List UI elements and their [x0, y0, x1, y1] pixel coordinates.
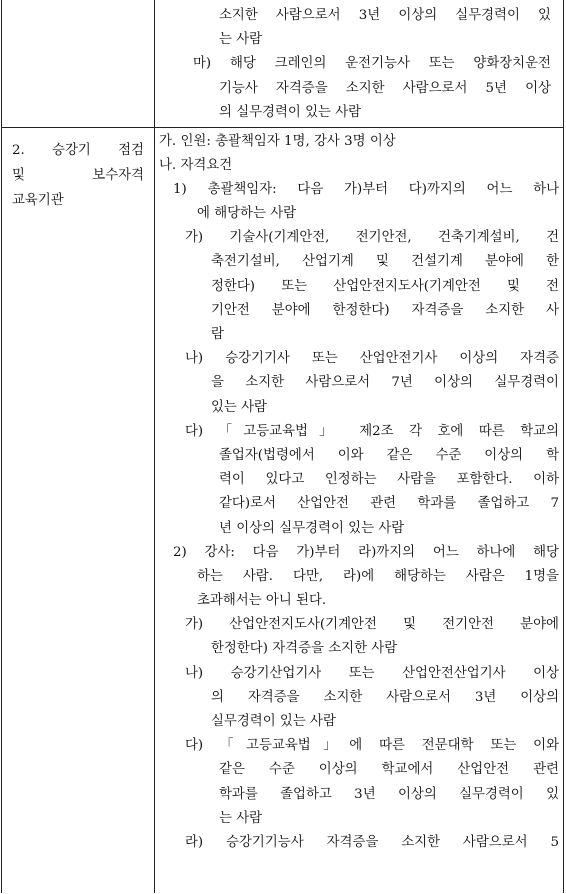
requirement-line: 의 자격증을 소지한 사람으로서 3년 이상의	[211, 689, 559, 705]
requirement-line: 는 사람	[219, 810, 263, 826]
requirement-line: 라) 승강기기능사 자격증을 소지한 사람으로서 5	[185, 834, 559, 850]
category-cell-empty	[2, 0, 155, 127]
requirement-line: 학과를 졸업하고 3년 이상의 실무경력이 있	[219, 786, 559, 802]
requirement-line: 졸업자(법령에서 이와 같은 수준 이상의 학	[219, 447, 559, 463]
requirements-cell	[155, 127, 564, 893]
requirement-line: 에 해당하는 사람	[197, 206, 297, 222]
requirement-line: 다) 「고등교육법」에 따른 전문대학 또는 이와	[185, 738, 559, 754]
requirement-lines	[155, 4, 563, 125]
requirement-line: 는 사람	[219, 32, 263, 48]
requirement-line: 1) 총괄책임자: 다음 가)부터 다)까지의 어느 하나	[173, 181, 559, 197]
requirement-line: 가. 인원: 총괄책임자 1명, 강사 3명 이상	[159, 133, 396, 149]
requirement-line: 2) 강사: 다음 가)부터 라)까지의 어느 하나에 해당	[173, 544, 559, 560]
requirement-line: 초과해서는 아니 된다.	[197, 593, 327, 609]
requirement-line: 가) 기술사(기계안전, 전기안전, 건축기계설비, 건	[185, 230, 559, 246]
category-cell	[2, 127, 155, 893]
requirement-line: 소지한 사람으로서 3년 이상의 실무경력이 있	[219, 8, 551, 23]
requirement-line: 실무경력이 있는 사람	[211, 714, 336, 729]
requirement-line: 하는 사람. 다만, 라)에 해당하는 사람은 1명을	[197, 568, 559, 584]
requirement-line: 나) 승강기산업기사 또는 산업안전산업기사 이상	[185, 665, 559, 681]
requirement-line: 축전기설비, 산업기계 및 건설기계 분야에 한	[211, 254, 559, 270]
requirement-line: 람	[211, 327, 224, 342]
category-line: 2. 승강기 점검	[12, 142, 144, 158]
requirement-line: 있는 사람	[211, 399, 267, 415]
regulation-table	[1, 0, 564, 893]
requirement-line: 나) 승강기기사 또는 산업안전기사 이상의 자격증	[185, 351, 559, 367]
table-row-elevator-training	[2, 127, 564, 893]
requirement-line: 나. 자격요건	[159, 157, 233, 173]
category-line: 교육기관	[12, 192, 64, 208]
requirement-line: 정한다) 또는 산업안전지도사(기계안전 및 전	[211, 278, 559, 294]
requirement-line: 가) 산업안전지도사(기계안전 및 전기안전 분야에	[185, 617, 559, 633]
requirement-line: 같다)로서 산업안전 관련 학과를 졸업하고 7	[219, 496, 559, 512]
requirement-lines	[155, 130, 563, 856]
requirement-line: 력이 있다고 인정하는 사람을 포함한다. 이하	[219, 472, 559, 488]
requirement-line: 마) 해당 크레인의 운전기능사 또는 양화장치운전	[193, 56, 551, 72]
requirement-line: 의 실무경력이 있는 사람	[219, 104, 362, 120]
requirement-line: 같은 수준 이상의 학교에서 산업안전 관련	[219, 762, 559, 778]
requirement-line: 기안전 분야에 한정한다) 자격증을 소지한 사	[211, 302, 559, 318]
table-row-continued	[2, 0, 564, 127]
requirement-line: 년 이상의 실무경력이 있는 사람	[219, 520, 405, 536]
requirement-line: 을 소지한 사람으로서 7년 이상의 실무경력이	[211, 375, 559, 391]
requirements-cell-continued	[155, 0, 564, 127]
requirement-line: 기능사 자격증을 소지한 사람으로서 5년 이상	[219, 80, 551, 96]
requirement-line: 한정한다) 자격증을 소지한 사람	[211, 641, 398, 657]
requirement-line: 다) 「고등교육법」 제2조 각 호에 따른 학교의	[185, 423, 559, 439]
category-line: 및 보수자격	[12, 167, 144, 183]
